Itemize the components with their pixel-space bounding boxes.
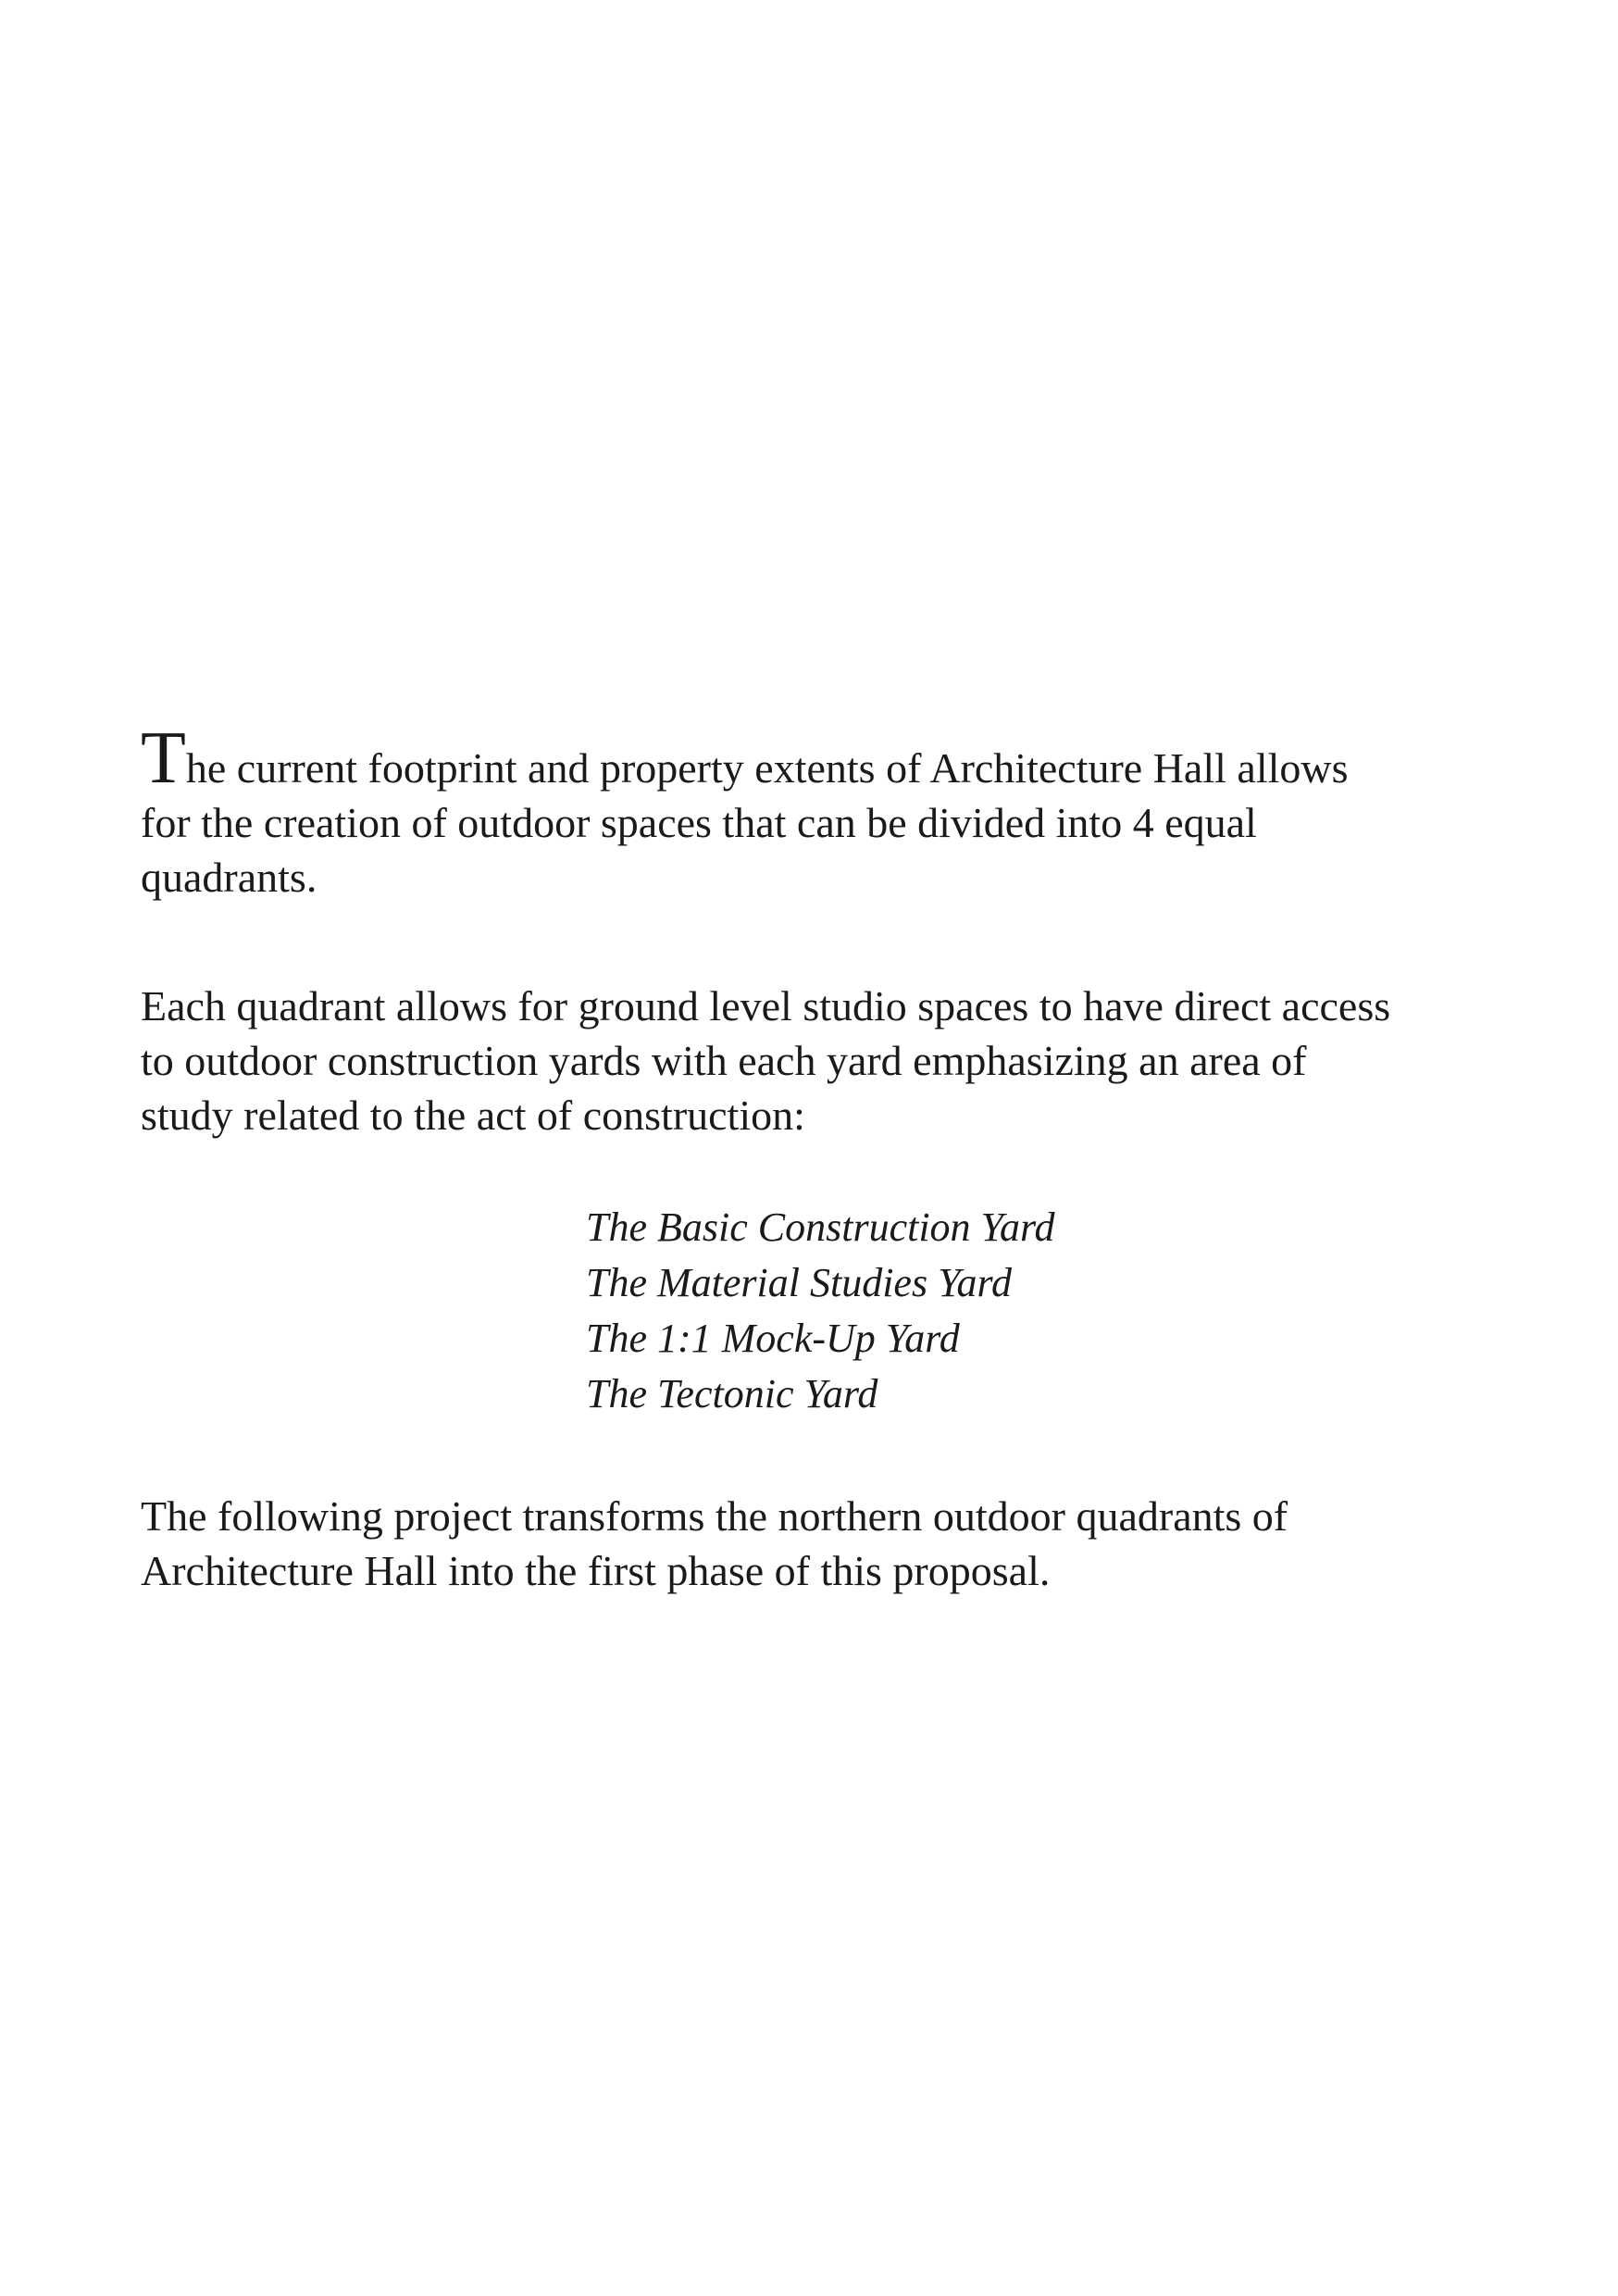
yard-item-mock-up: The 1:1 Mock-Up Yard xyxy=(586,1316,960,1361)
drop-cap: T xyxy=(141,718,186,799)
intro-line-3: quadrants. xyxy=(141,854,317,901)
yard-item-basic-construction: The Basic Construction Yard xyxy=(586,1204,1055,1250)
yard-item-material-studies: The Material Studies Yard xyxy=(586,1260,1013,1305)
intro-line-1-text: he current footprint and property extents of Architecture Hall allows xyxy=(185,744,1349,792)
quadrants-line-1: Each quadrant allows for ground level studio spaces to have direct access xyxy=(141,982,1391,1029)
closing-line-2: Architecture Hall into the first phase of this proposal. xyxy=(141,1547,1051,1594)
closing-line-1: The following project transforms the northern outdoor quadrants of xyxy=(141,1492,1288,1540)
closing-paragraph xyxy=(141,1489,1511,1598)
quadrants-paragraph xyxy=(141,979,1511,1142)
yard-item-tectonic: The Tectonic Yard xyxy=(586,1371,878,1416)
intro-line-2: for the creation of outdoor spaces that can be divided into 4 equal xyxy=(141,799,1257,846)
yard-list xyxy=(586,1200,1054,1422)
quadrants-line-2: to outdoor construction yards with each yard emphasizing an area of xyxy=(141,1037,1307,1084)
intro-paragraph xyxy=(141,718,1511,905)
quadrants-line-3: study related to the act of construction: xyxy=(141,1092,805,1139)
intro-line-1 xyxy=(141,718,1511,799)
